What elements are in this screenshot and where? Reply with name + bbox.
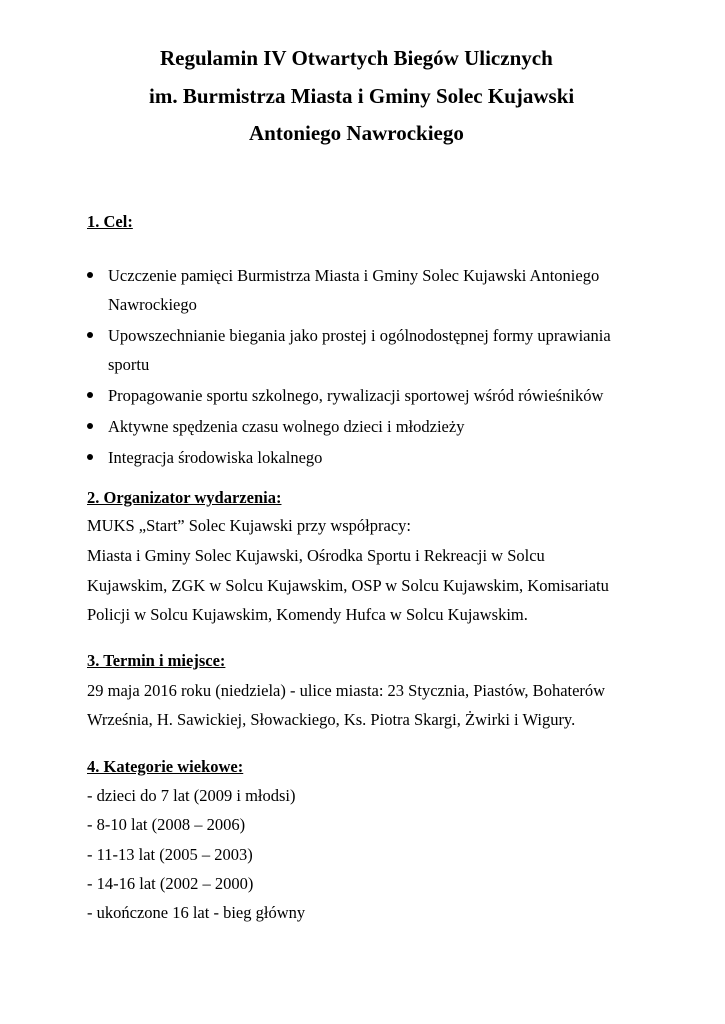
list-item (87, 261, 647, 319)
kategoria-line: - 11-13 lat (2005 – 2003) (87, 845, 253, 864)
organizator-line: MUKS „Start” Solec Kujawski przy współpracy: (87, 516, 411, 535)
list-item-text: Propagowanie sportu szkolnego, rywalizacji sportowej wśród rówieśników (108, 386, 604, 405)
cel-bullet-list (87, 261, 647, 474)
kategoria-line: - ukończone 16 lat - bieg główny (87, 903, 306, 922)
list-item (87, 381, 647, 410)
bullet-icon (87, 272, 93, 278)
document-title-line-1: Regulamin IV Otwartych Biegów Ulicznych (160, 46, 553, 70)
list-item (87, 321, 647, 379)
organizator-line: Miasta i Gminy Solec Kujawski, Ośrodka Sportu i Rekreacji w Solcu (87, 546, 545, 565)
termin-line: Września, H. Sawickiej, Słowackiego, Ks. Piotra Skargi, Żwirki i Wigury. (87, 710, 576, 729)
list-item (87, 412, 647, 441)
bullet-icon (87, 423, 93, 429)
organizator-line: Policji w Solcu Kujawskim, Komendy Hufca w Solcu Kujawskim. (87, 605, 528, 624)
list-item-text: Aktywne spędzenia czasu wolnego dzieci i młodzieży (108, 417, 465, 436)
kategoria-line: - dzieci do 7 lat (2009 i młodsi) (87, 786, 296, 805)
section-heading-termin: 3. Termin i miejsce: (87, 651, 226, 670)
kategoria-line: - 14-16 lat (2002 – 2000) (87, 874, 254, 893)
section-heading-kategorie: 4. Kategorie wiekowe: (87, 757, 244, 776)
list-item (87, 443, 647, 472)
list-item-text: Integracja środowiska lokalnego (108, 448, 323, 467)
document-title-line-3: Antoniego Nawrockiego (249, 121, 464, 145)
document-title-line-2: im. Burmistrza Miasta i Gminy Solec Kujawski (149, 84, 575, 108)
bullet-icon (87, 392, 93, 398)
organizator-line: Kujawskim, ZGK w Solcu Kujawskim, OSP w Solcu Kujawskim, Komisariatu (87, 576, 609, 595)
list-item-text: Upowszechnianie biegania jako prostej i ogólnodostępnej formy uprawiania sportu (108, 326, 611, 374)
list-item-text: Uczczenie pamięci Burmistrza Miasta i Gminy Solec Kujawski Antoniego Nawrockiego (108, 266, 600, 314)
section-heading-organizator: 2. Organizator wydarzenia: (87, 488, 282, 507)
kategoria-line: - 8-10 lat (2008 – 2006) (87, 815, 246, 834)
termin-line: 29 maja 2016 roku (niedziela) - ulice miasta: 23 Stycznia, Piastów, Bohaterów (87, 681, 606, 700)
bullet-icon (87, 332, 93, 338)
section-heading-cel: 1. Cel: (87, 212, 133, 231)
bullet-icon (87, 454, 93, 460)
